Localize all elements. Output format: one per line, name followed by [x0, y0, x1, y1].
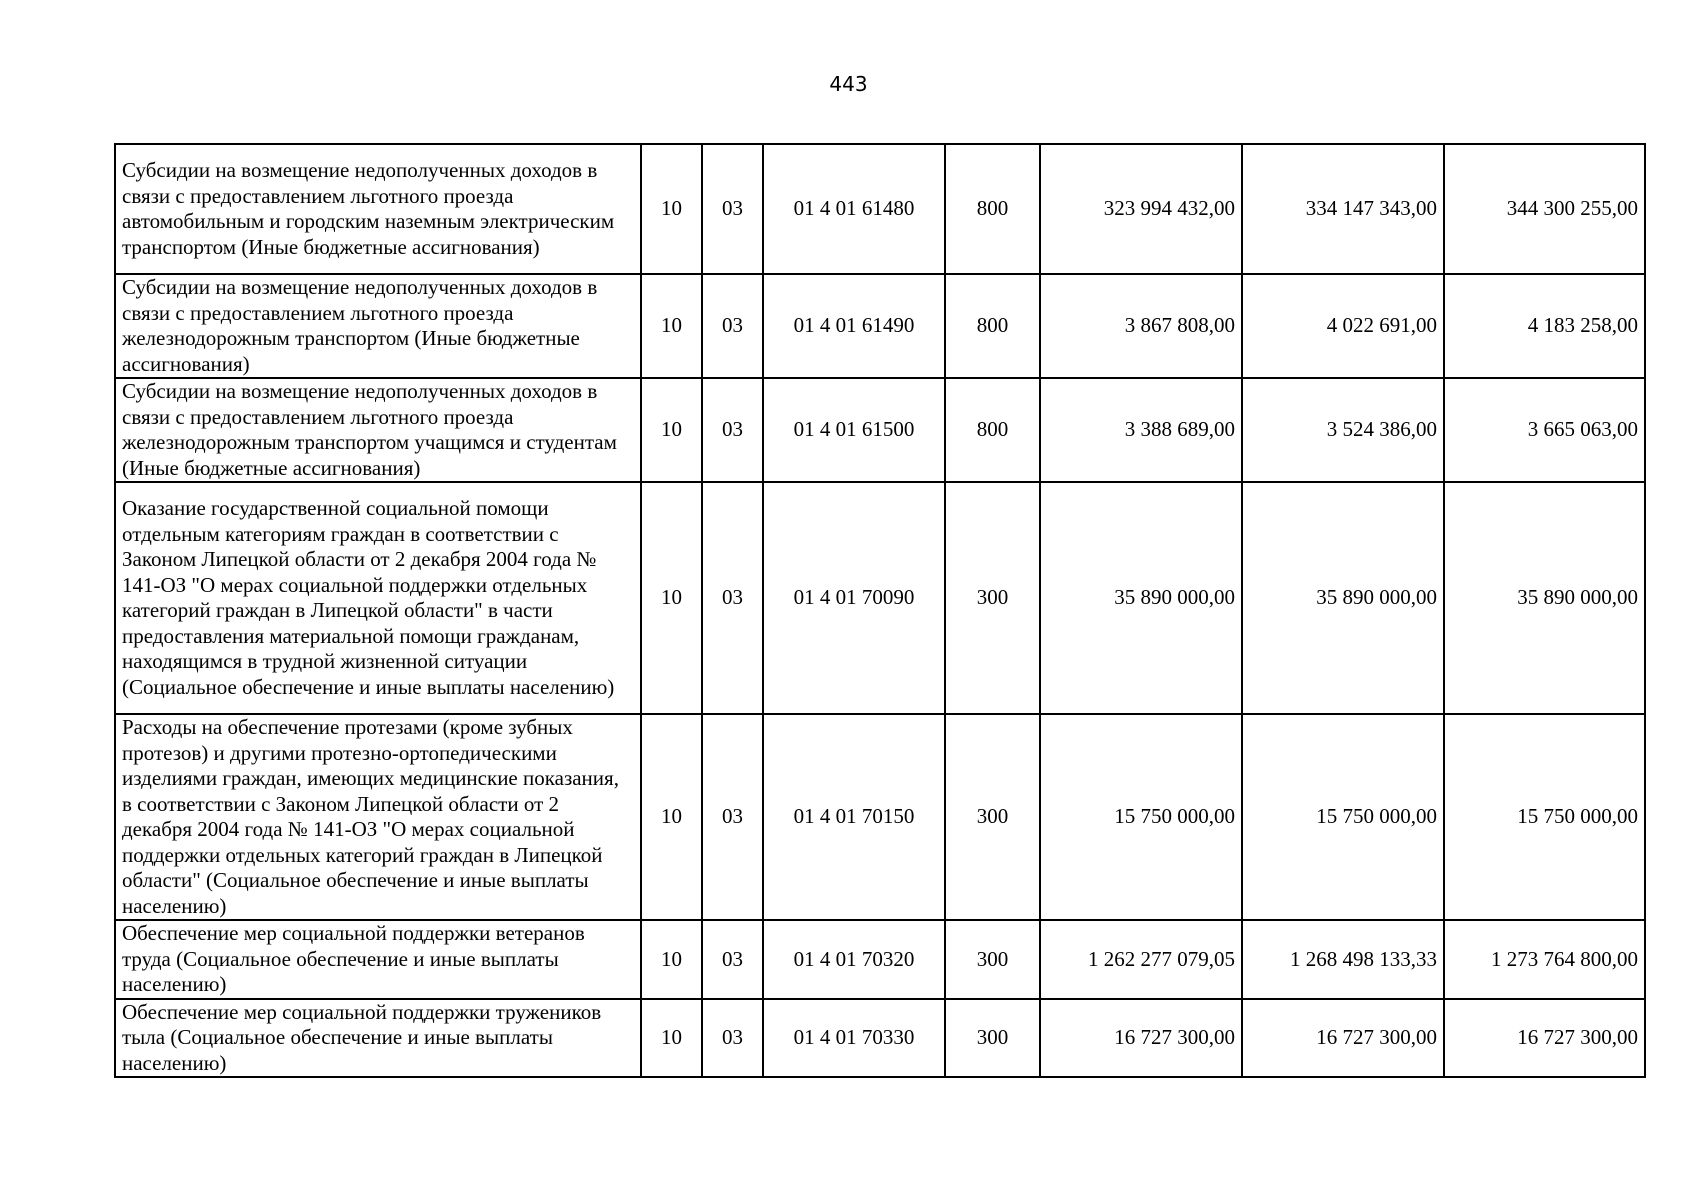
amount-year-3: 35 890 000,00 [1444, 482, 1645, 714]
subsection-code: 03 [702, 274, 763, 378]
expense-name: Субсидии на возмещение недополученных доходов в связи с предоставлением льготного проезда железнодорожным транспортом (Иные бюджетные ассигнования) [115, 274, 641, 378]
target-article-code: 01 4 01 61500 [763, 378, 945, 482]
expense-type-code: 300 [945, 999, 1040, 1078]
expense-name: Субсидии на возмещение недополученных доходов в связи с предоставлением льготного проезда автомобильным и городским наземным электрическим транспортом (Иные бюджетные ассигнования) [115, 144, 641, 274]
section-code: 10 [641, 999, 702, 1078]
target-article-code: 01 4 01 70090 [763, 482, 945, 714]
expense-type-code: 300 [945, 482, 1040, 714]
subsection-code: 03 [702, 378, 763, 482]
amount-year-3: 344 300 255,00 [1444, 144, 1645, 274]
expense-type-code: 800 [945, 144, 1040, 274]
amount-year-3: 16 727 300,00 [1444, 999, 1645, 1078]
amount-year-1: 3 388 689,00 [1040, 378, 1242, 482]
target-article-code: 01 4 01 61480 [763, 144, 945, 274]
target-article-code: 01 4 01 61490 [763, 274, 945, 378]
section-code: 10 [641, 144, 702, 274]
page-number: 443 [829, 72, 868, 96]
budget-table [114, 143, 1646, 1078]
amount-year-2: 3 524 386,00 [1242, 378, 1444, 482]
table-row [115, 274, 1645, 378]
amount-year-1: 323 994 432,00 [1040, 144, 1242, 274]
expense-name: Расходы на обеспечение протезами (кроме зубных протезов) и другими протезно-ортопедическими изделиями граждан, имеющих медицинские показания, в соответствии с Законом Липецкой области от 2 декабря 2004 года № 141-ОЗ "О мерах социальной поддержки отдельных категорий граждан в Липецкой области" (Социальное обеспечение и иные выплаты населению) [115, 714, 641, 920]
section-code: 10 [641, 714, 702, 920]
section-code: 10 [641, 482, 702, 714]
amount-year-2: 1 268 498 133,33 [1242, 920, 1444, 999]
amount-year-3: 3 665 063,00 [1444, 378, 1645, 482]
subsection-code: 03 [702, 999, 763, 1078]
amount-year-2: 334 147 343,00 [1242, 144, 1444, 274]
amount-year-2: 15 750 000,00 [1242, 714, 1444, 920]
subsection-code: 03 [702, 482, 763, 714]
amount-year-2: 16 727 300,00 [1242, 999, 1444, 1078]
amount-year-1: 35 890 000,00 [1040, 482, 1242, 714]
section-code: 10 [641, 920, 702, 999]
expense-name: Субсидии на возмещение недополученных доходов в связи с предоставлением льготного проезда железнодорожным транспортом учащимся и студентам (Иные бюджетные ассигнования) [115, 378, 641, 482]
amount-year-1: 1 262 277 079,05 [1040, 920, 1242, 999]
expense-type-code: 300 [945, 920, 1040, 999]
expense-name: Обеспечение мер социальной поддержки тружеников тыла (Социальное обеспечение и иные выплаты населению) [115, 999, 641, 1078]
section-code: 10 [641, 378, 702, 482]
table-row [115, 714, 1645, 920]
table-row [115, 144, 1645, 274]
target-article-code: 01 4 01 70330 [763, 999, 945, 1078]
subsection-code: 03 [702, 144, 763, 274]
amount-year-1: 16 727 300,00 [1040, 999, 1242, 1078]
expense-name: Оказание государственной социальной помощи отдельным категориям граждан в соответствии с Законом Липецкой области от 2 декабря 2004 года № 141-ОЗ "О мерах социальной поддержки отдельных категорий граждан в Липецкой области" в части предоставления материальной помощи гражданам, находящимся в трудной жизненной ситуации (Социальное обеспечение и иные выплаты населению) [115, 482, 641, 714]
amount-year-3: 4 183 258,00 [1444, 274, 1645, 378]
expense-type-code: 800 [945, 274, 1040, 378]
table-row [115, 482, 1645, 714]
target-article-code: 01 4 01 70150 [763, 714, 945, 920]
expense-name: Обеспечение мер социальной поддержки ветеранов труда (Социальное обеспечение и иные выплаты населению) [115, 920, 641, 999]
table-row [115, 378, 1645, 482]
subsection-code: 03 [702, 714, 763, 920]
amount-year-2: 4 022 691,00 [1242, 274, 1444, 378]
expense-type-code: 300 [945, 714, 1040, 920]
table-row [115, 920, 1645, 999]
amount-year-1: 3 867 808,00 [1040, 274, 1242, 378]
table-row [115, 999, 1645, 1078]
section-code: 10 [641, 274, 702, 378]
amount-year-2: 35 890 000,00 [1242, 482, 1444, 714]
amount-year-3: 15 750 000,00 [1444, 714, 1645, 920]
subsection-code: 03 [702, 920, 763, 999]
target-article-code: 01 4 01 70320 [763, 920, 945, 999]
expense-type-code: 800 [945, 378, 1040, 482]
amount-year-3: 1 273 764 800,00 [1444, 920, 1645, 999]
amount-year-1: 15 750 000,00 [1040, 714, 1242, 920]
